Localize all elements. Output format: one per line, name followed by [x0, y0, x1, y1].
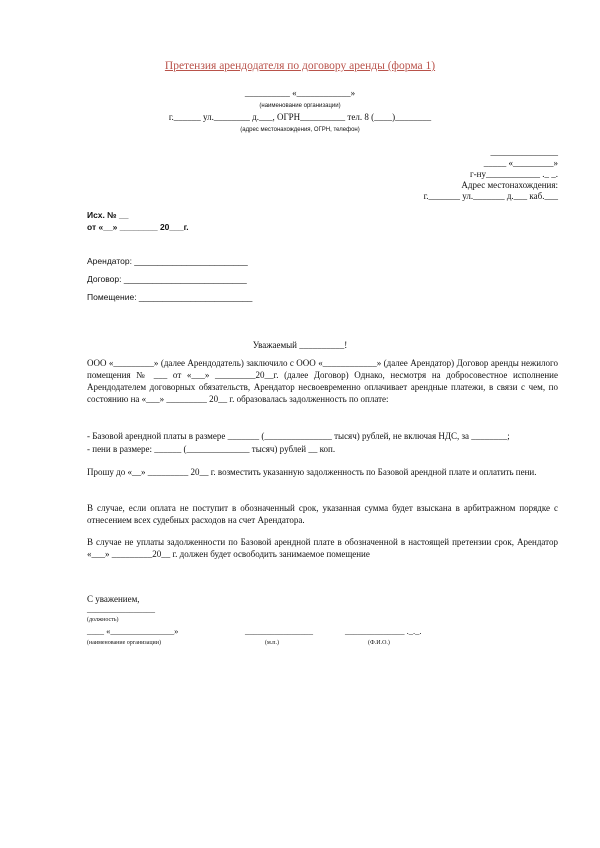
- sender-address-line: г.______ ул.________ д.___, ОГРН__________ тел. 8 (____)________: [168, 112, 432, 122]
- outgoing-date: от «__» ________ 20___г.: [87, 222, 189, 232]
- name-line: ______________ ._._.: [345, 626, 422, 636]
- closing-phrase: С уважением,: [87, 594, 140, 604]
- signature-org-line: ____ «_______________»: [87, 626, 179, 636]
- paragraph-request: Прошу до «__» _________ 20__ г. возместить указанную задолженность по Базовой арендной плате и оплатить пени.: [87, 467, 537, 477]
- signature-org-caption: (наименование организации): [87, 640, 161, 646]
- recipient-line-1: _______________: [490, 147, 558, 157]
- outgoing-number: Исх. № __: [87, 210, 129, 220]
- stamp-line: ________________: [245, 626, 313, 636]
- field-tenant: Арендатор: ________________________: [87, 256, 248, 266]
- name-caption: (Ф.И.О.): [368, 640, 390, 646]
- sender-org-line: __________ «____________»: [244, 88, 356, 98]
- position-caption: (должность): [87, 617, 119, 623]
- debt-item-penalty: - пени в размере: ______ (______________ тысяч) рублей __ коп.: [87, 444, 336, 454]
- recipient-address-label: Адрес местонахождения:: [461, 180, 558, 190]
- paragraph-intro: ООО «_________» (далее Арендодатель) заключило с ООО «____________» (далее Арендатор) Договор аренды нежилого помещения № ___ от «___» _________20__г. (далее Договор) Однако, несмотря на добросовестное исполнение Арендодателем договорных обязательств, Арендатор несвоевременно оплачивает арендные платежи, в связи с чем, по состоянию на «___» _________ 20__ г. образовалась задолженность по оплате:: [87, 358, 558, 404]
- paragraph-arbitration: В случае, если оплата не поступит в обозначенный срок, указанная сумма будет взыскана в арбитражном порядке с отнесением всех судебных расходов на счет Арендатора.: [87, 503, 558, 525]
- field-premises: Помещение: ________________________: [87, 292, 253, 302]
- sender-org-caption: (наименование организации): [259, 103, 341, 109]
- sender-address-caption: (адрес местонахождения, ОГРН, телефон): [240, 127, 360, 133]
- salutation: Уважаемый __________!: [252, 340, 348, 350]
- recipient-line-2: _____ «_________»: [483, 158, 558, 168]
- debt-item-base-rent: - Базовой арендной платы в размере _______ (_______________ тысяч) рублей, не включая НДС, за ________;: [87, 431, 510, 441]
- recipient-address-line: г._______ ул._______ д.___ каб.___: [423, 191, 558, 201]
- position-line: ________________: [87, 604, 155, 614]
- paragraph-eviction: В случае не уплаты задолженности по Базовой арендной плате в обозначенной в настоящей претензии срок, Арендатор «___» _________20__ г. должен будет освободить занимаемое помещение: [87, 537, 558, 559]
- field-contract: Договор: __________________________: [87, 274, 247, 284]
- document-title: Претензия арендодателя по договору аренды (форма 1): [164, 60, 436, 72]
- stamp-caption: (м.п.): [265, 640, 280, 646]
- recipient-line-3: г-ну____________ ._ _.: [469, 169, 558, 179]
